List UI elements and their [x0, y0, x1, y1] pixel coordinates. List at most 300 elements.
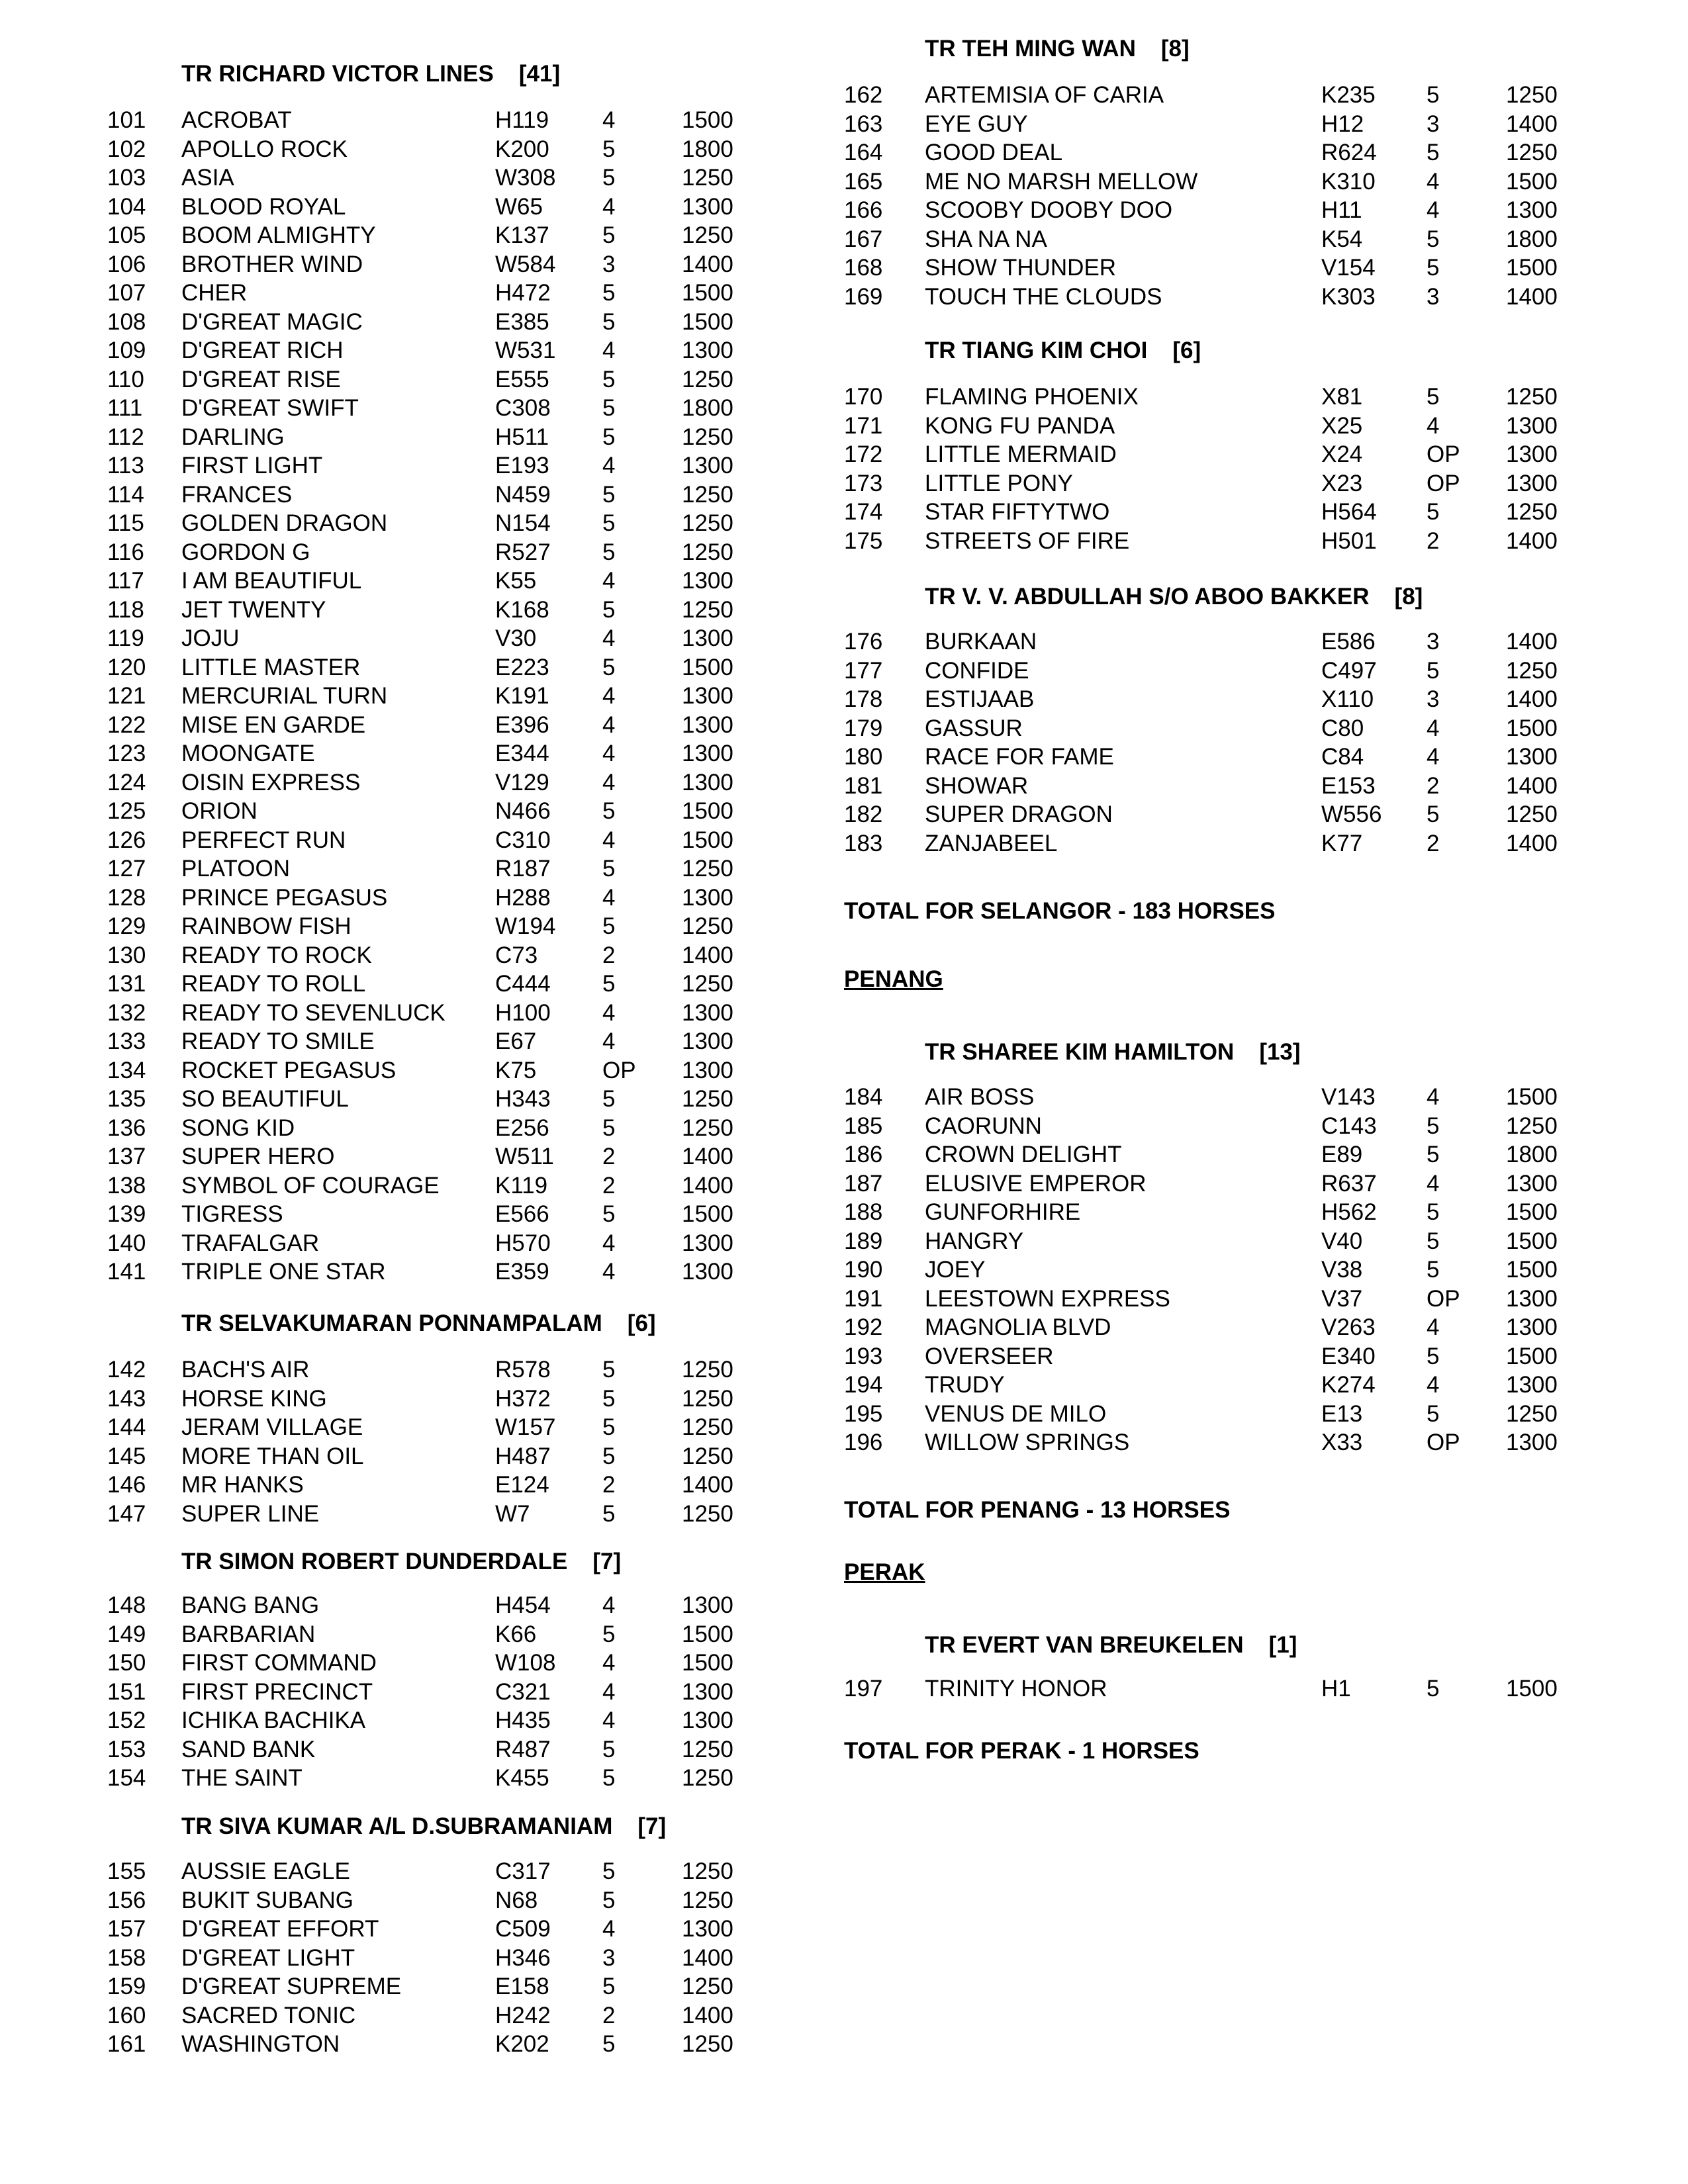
horse-number: 121 [107, 683, 146, 709]
horse-rating: OP [1427, 1285, 1460, 1312]
horse-row [0, 1413, 844, 1442]
horse-name: ESTIJAAB [925, 686, 1035, 712]
horse-rating: 5 [602, 596, 616, 623]
horse-row [0, 711, 844, 740]
horse-rating: 4 [1427, 1084, 1440, 1110]
horse-distance: 1300 [1506, 441, 1558, 467]
horse-row [0, 1857, 844, 1886]
horse-name: SCOOBY DOOBY DOO [925, 197, 1173, 223]
horse-name: SHA NA NA [925, 226, 1047, 252]
horse-list [844, 383, 1688, 555]
horse-rating: 3 [1427, 111, 1440, 137]
horse-number: 179 [844, 715, 883, 741]
horse-name: LEESTOWN EXPRESS [925, 1285, 1170, 1312]
horse-distance: 1300 [682, 625, 733, 651]
horse-rating: 4 [1427, 744, 1440, 770]
trainer-heading [181, 1312, 656, 1335]
horse-number: 184 [844, 1084, 883, 1110]
horse-number: 125 [107, 798, 146, 824]
horse-code: K191 [495, 683, 549, 709]
horse-distance: 1300 [682, 338, 733, 363]
horse-number: 197 [844, 1676, 883, 1702]
horse-row [844, 283, 1688, 312]
horse-code: N68 [495, 1887, 538, 1913]
horse-code: H11 [1321, 197, 1362, 223]
horse-rating: 4 [602, 1678, 616, 1705]
horse-name: BUKIT SUBANG [181, 1887, 353, 1913]
horse-number: 133 [107, 1028, 146, 1054]
horse-row [0, 1678, 844, 1707]
total-perak: TOTAL FOR PERAK - 1 HORSES [844, 1738, 1199, 1764]
horse-row [844, 138, 1688, 167]
horse-name: JERAM VILLAGE [181, 1414, 363, 1440]
horse-rating: 5 [1427, 82, 1440, 108]
horse-distance: 1300 [682, 1028, 733, 1054]
horse-code: C317 [495, 1858, 551, 1884]
horse-name: D'GREAT RICH [181, 338, 344, 363]
horse-number: 173 [844, 470, 883, 496]
horse-code: C497 [1321, 657, 1377, 684]
horse-name: RAINBOW FISH [181, 913, 352, 939]
horse-code: R578 [495, 1357, 551, 1383]
horse-code: R637 [1321, 1170, 1377, 1197]
horse-number: 124 [107, 769, 146, 796]
horse-number: 127 [107, 856, 146, 882]
horse-code: R527 [495, 539, 551, 565]
horse-number: 181 [844, 772, 883, 799]
horse-code: X24 [1321, 441, 1363, 467]
horse-number: 110 [107, 366, 144, 392]
horse-number: 174 [844, 499, 883, 525]
horse-number: 106 [107, 251, 146, 277]
horse-distance: 1250 [682, 1115, 733, 1141]
horse-rating: 4 [602, 625, 616, 651]
horse-distance: 1300 [682, 741, 733, 766]
horse-number: 172 [844, 441, 883, 467]
horse-name: WILLOW SPRINGS [925, 1430, 1130, 1455]
horse-row [0, 653, 844, 682]
horse-number: 104 [107, 193, 146, 220]
horse-number: 102 [107, 136, 146, 162]
horse-number: 162 [844, 82, 883, 108]
horse-name: OVERSEER [925, 1343, 1054, 1369]
horse-number: 136 [107, 1115, 146, 1141]
horse-rating: 5 [602, 971, 616, 997]
horse-rating: 4 [602, 568, 616, 594]
horse-code: E344 [495, 741, 549, 766]
horse-distance: 1500 [682, 1621, 733, 1647]
total-selangor: TOTAL FOR SELANGOR - 183 HORSES [844, 898, 1276, 924]
horse-row [844, 1674, 1688, 1704]
horse-number: 168 [844, 255, 883, 281]
horse-code: C509 [495, 1916, 551, 1942]
horse-number: 103 [107, 165, 146, 191]
horse-code: X110 [1321, 686, 1374, 712]
horse-name: KONG FU PANDA [925, 412, 1115, 439]
horse-code: E67 [495, 1028, 537, 1054]
horse-name: FRANCES [181, 481, 293, 508]
horse-row [0, 423, 844, 452]
horse-row [0, 999, 844, 1028]
horse-distance: 1500 [682, 1201, 733, 1227]
horse-code: H119 [495, 107, 549, 133]
horse-row [0, 1764, 844, 1793]
horse-number: 128 [107, 884, 146, 911]
horse-code: K235 [1321, 82, 1376, 108]
horse-distance: 1250 [682, 1500, 733, 1527]
horse-name: FIRST COMMAND [181, 1650, 377, 1676]
horse-number: 135 [107, 1086, 146, 1112]
horse-row [0, 394, 844, 423]
horse-distance: 1250 [682, 1887, 733, 1913]
horse-code: E555 [495, 366, 549, 392]
horse-distance: 1250 [682, 1086, 733, 1112]
horse-distance: 1250 [1506, 657, 1558, 684]
horse-code: C84 [1321, 744, 1364, 770]
horse-row [0, 336, 844, 365]
horse-number: 154 [107, 1765, 146, 1791]
horse-number: 138 [107, 1172, 146, 1199]
horse-rating: 3 [1427, 283, 1440, 310]
horse-rating: 4 [602, 1230, 616, 1256]
horse-name: GUNFORHIRE [925, 1199, 1081, 1225]
horse-number: 152 [107, 1707, 146, 1733]
horse-row [0, 193, 844, 222]
horse-row [844, 1285, 1688, 1314]
trainer-heading [181, 62, 560, 85]
trainer-name: TR TEH MING WAN [925, 36, 1136, 62]
trainer-heading [181, 1815, 666, 1838]
horse-distance: 1300 [682, 1707, 733, 1733]
horse-number: 182 [844, 801, 883, 827]
horse-rating: 2 [1427, 772, 1440, 799]
trainer-heading [925, 339, 1201, 362]
horse-rating: 5 [1427, 1113, 1440, 1139]
horse-rating: 5 [1427, 255, 1440, 281]
horse-rating: 3 [1427, 629, 1440, 655]
horse-code: H562 [1321, 1199, 1377, 1225]
horse-code: E340 [1321, 1343, 1376, 1369]
horse-distance: 1250 [1506, 1400, 1558, 1427]
trainer-name: TR SIMON ROBERT DUNDERDALE [181, 1549, 568, 1574]
horse-row [0, 1500, 844, 1529]
horse-name: TRINITY HONOR [925, 1676, 1107, 1702]
horse-number: 147 [107, 1500, 146, 1527]
horse-distance: 1250 [682, 1443, 733, 1469]
horse-name: FIRST LIGHT [181, 453, 323, 478]
horse-name: STREETS OF FIRE [925, 527, 1130, 554]
horse-code: C321 [495, 1678, 551, 1705]
horse-number: 169 [844, 283, 883, 310]
horse-rating: 2 [1427, 527, 1440, 554]
horse-row [0, 970, 844, 999]
horse-rating: 4 [602, 1916, 616, 1942]
horse-number: 115 [107, 510, 144, 536]
horse-list [0, 1857, 844, 2059]
horse-number: 170 [844, 384, 883, 410]
horse-code: H511 [495, 424, 549, 450]
horse-list [844, 1083, 1688, 1457]
horse-distance: 1500 [1506, 1343, 1558, 1369]
horse-row [0, 567, 844, 596]
horse-rating: 5 [602, 654, 616, 680]
horse-number: 165 [844, 168, 883, 195]
horse-number: 164 [844, 140, 883, 165]
horse-number: 143 [107, 1385, 146, 1412]
horse-row [0, 1886, 844, 1915]
horse-code: R187 [495, 856, 551, 882]
horse-code: E566 [495, 1201, 549, 1227]
horse-number: 150 [107, 1650, 146, 1676]
region-heading-penang: PENANG [844, 966, 943, 992]
horse-rating: 5 [1427, 1400, 1440, 1427]
horse-code: V263 [1321, 1314, 1376, 1340]
horse-number: 192 [844, 1314, 883, 1340]
horse-row [844, 714, 1688, 743]
horse-distance: 1500 [1506, 1084, 1558, 1110]
horse-number: 196 [844, 1430, 883, 1455]
horse-distance: 1300 [1506, 197, 1558, 223]
horse-code: V154 [1321, 255, 1376, 281]
horse-name: BLOOD ROYAL [181, 193, 346, 220]
horse-name: THE SAINT [181, 1765, 303, 1791]
horse-distance: 1250 [682, 1357, 733, 1383]
horse-row [0, 1706, 844, 1735]
horse-row [0, 941, 844, 970]
horse-name: AUSSIE EAGLE [181, 1858, 350, 1884]
trainer-heading [181, 1550, 621, 1573]
horse-distance: 1300 [682, 1678, 733, 1705]
horse-row [844, 627, 1688, 657]
horse-rating: 4 [1427, 1372, 1440, 1398]
total-penang: TOTAL FOR PENANG - 13 HORSES [844, 1497, 1231, 1523]
horse-rating: 5 [602, 1974, 616, 1999]
horse-number: 153 [107, 1736, 146, 1762]
horse-number: 109 [107, 338, 146, 363]
horse-distance: 1300 [682, 568, 733, 594]
horse-number: 189 [844, 1228, 883, 1254]
horse-code: H288 [495, 884, 551, 911]
trainer-horse-count: [6] [1172, 338, 1201, 363]
horse-name: MR HANKS [181, 1472, 304, 1498]
horse-name: MAGNOLIA BLVD [925, 1314, 1111, 1340]
horse-distance: 1250 [682, 913, 733, 939]
horse-number: 176 [844, 629, 883, 655]
horse-distance: 1400 [682, 1944, 733, 1971]
horse-name: WASHINGTON [181, 2031, 340, 2057]
horse-row [0, 826, 844, 855]
horse-code: X33 [1321, 1430, 1363, 1455]
horse-code: H1 [1321, 1676, 1351, 1702]
horse-distance: 1300 [682, 1592, 733, 1618]
horse-number: 122 [107, 711, 146, 738]
horse-row [844, 383, 1688, 412]
horse-rating: 2 [602, 1144, 616, 1169]
horse-row [844, 253, 1688, 283]
horse-distance: 1300 [682, 453, 733, 478]
horse-code: W108 [495, 1650, 556, 1676]
horse-number: 141 [107, 1259, 146, 1285]
horse-distance: 1300 [1506, 1430, 1558, 1455]
horse-code: E13 [1321, 1400, 1363, 1427]
horse-code: W531 [495, 338, 556, 363]
horse-rating: 5 [1427, 140, 1440, 165]
horse-rating: 4 [602, 338, 616, 363]
horse-distance: 1500 [682, 107, 733, 133]
horse-rating: 5 [602, 395, 616, 421]
horse-code: K55 [495, 568, 537, 594]
horse-rating: 5 [1427, 226, 1440, 252]
trainer-name: TR SIVA KUMAR A/L D.SUBRAMANIAM [181, 1813, 613, 1839]
horse-row [0, 1200, 844, 1229]
horse-rating: 5 [602, 481, 616, 508]
trainer-name: TR V. V. ABDULLAH S/O ABOO BAKKER [925, 584, 1370, 610]
horse-name: OISIN EXPRESS [181, 769, 361, 796]
horse-name: TRIPLE ONE STAR [181, 1259, 386, 1285]
horse-rating: 2 [602, 942, 616, 968]
horse-distance: 1250 [682, 1736, 733, 1762]
horse-name: TIGRESS [181, 1201, 283, 1227]
horse-row [0, 596, 844, 625]
horse-name: D'GREAT LIGHT [181, 1944, 355, 1971]
horse-code: H346 [495, 1944, 551, 1971]
horse-row [844, 167, 1688, 197]
horse-row [0, 365, 844, 394]
horse-rating: 5 [602, 1201, 616, 1227]
horse-code: K310 [1321, 168, 1376, 195]
horse-code: K137 [495, 222, 549, 248]
horse-distance: 1300 [1506, 1314, 1558, 1340]
horse-name: EYE GUY [925, 111, 1028, 137]
horse-row [0, 1257, 844, 1287]
horse-number: 119 [107, 625, 144, 651]
horse-name: ROCKET PEGASUS [181, 1057, 397, 1083]
trainer-horse-count: [7] [637, 1813, 667, 1839]
horse-name: STAR FIFTYTWO [925, 499, 1110, 525]
horse-row [0, 682, 844, 711]
trainer-horse-count: [41] [518, 61, 561, 87]
horse-rating: 5 [602, 424, 616, 450]
horse-number: 175 [844, 527, 883, 554]
horse-rating: 5 [1427, 499, 1440, 525]
horse-row [844, 1255, 1688, 1285]
horse-rating: 4 [1427, 412, 1440, 439]
horse-code: K303 [1321, 283, 1376, 310]
horse-number: 137 [107, 1144, 146, 1169]
horse-number: 187 [844, 1170, 883, 1197]
horse-number: 161 [107, 2031, 146, 2057]
horse-name: RACE FOR FAME [925, 744, 1114, 770]
horse-code: E396 [495, 711, 549, 738]
horse-row [0, 135, 844, 164]
horse-code: H472 [495, 280, 551, 306]
horse-rating: 2 [1427, 830, 1440, 856]
horse-code: H570 [495, 1230, 551, 1256]
horse-row [0, 308, 844, 337]
horse-distance: 1250 [682, 165, 733, 191]
horse-distance: 1250 [1506, 499, 1558, 525]
horse-rating: 5 [602, 1621, 616, 1647]
horse-code: R487 [495, 1736, 551, 1762]
horse-distance: 1400 [682, 251, 733, 277]
horse-row [0, 1442, 844, 1471]
horse-code: N154 [495, 510, 551, 536]
horse-rating: 4 [602, 1592, 616, 1618]
horse-distance: 1500 [1506, 168, 1558, 195]
horse-rating: 2 [602, 2002, 616, 2028]
horse-code: R624 [1321, 140, 1377, 165]
horse-name: ICHIKA BACHIKA [181, 1707, 366, 1733]
horse-distance: 1250 [682, 222, 733, 248]
horse-rating: 5 [602, 510, 616, 536]
horse-name: SHOW THUNDER [925, 255, 1117, 281]
horse-name: SHOWAR [925, 772, 1029, 799]
horse-name: FLAMING PHOENIX [925, 384, 1139, 410]
horse-distance: 1250 [682, 424, 733, 450]
horse-code: K54 [1321, 226, 1363, 252]
horse-rating: 5 [1427, 1343, 1440, 1369]
horse-row [0, 1385, 844, 1414]
horse-row [0, 1591, 844, 1620]
horse-name: ARTEMISIA OF CARIA [925, 82, 1164, 108]
horse-distance: 1300 [682, 711, 733, 738]
horse-row [0, 480, 844, 510]
horse-number: 117 [107, 568, 144, 594]
horse-name: PERFECT RUN [181, 827, 346, 853]
horse-rating: OP [1427, 470, 1460, 496]
horse-list [0, 1591, 844, 1793]
horse-number: 166 [844, 197, 883, 223]
horse-code: V40 [1321, 1228, 1363, 1254]
horse-name: READY TO ROCK [181, 942, 372, 968]
horse-code: W308 [495, 165, 556, 191]
horse-rating: 5 [602, 280, 616, 306]
horse-code: K455 [495, 1765, 549, 1791]
horse-row [0, 1085, 844, 1114]
horse-number: 155 [107, 1858, 146, 1884]
horse-name: FIRST PRECINCT [181, 1678, 373, 1705]
horse-code: K77 [1321, 830, 1363, 856]
horse-rating: 4 [602, 107, 616, 133]
horse-distance: 1250 [1506, 82, 1558, 108]
horse-code: E158 [495, 1974, 549, 1999]
horse-distance: 1300 [682, 999, 733, 1026]
horse-rating: 5 [602, 136, 616, 162]
horse-number: 120 [107, 654, 146, 680]
horse-rating: 5 [602, 1115, 616, 1141]
horse-code: V38 [1321, 1257, 1363, 1283]
horse-rating: 4 [1427, 1314, 1440, 1340]
horse-code: E256 [495, 1115, 549, 1141]
horse-row [0, 509, 844, 538]
horse-code: N459 [495, 481, 551, 508]
horse-distance: 1250 [682, 510, 733, 536]
horse-number: 139 [107, 1201, 146, 1227]
horse-row [0, 1620, 844, 1649]
horse-row [844, 1140, 1688, 1169]
horse-rating: 5 [602, 1414, 616, 1440]
horse-rating: 4 [602, 453, 616, 478]
horse-row [844, 412, 1688, 441]
horse-name: TRAFALGAR [181, 1230, 320, 1256]
horse-name: ASIA [181, 165, 234, 191]
horse-distance: 1300 [682, 1230, 733, 1256]
horse-rating: 4 [602, 769, 616, 796]
horse-row [844, 1400, 1688, 1429]
horse-distance: 1250 [682, 366, 733, 392]
horse-row [0, 163, 844, 193]
horse-distance: 1250 [682, 539, 733, 565]
